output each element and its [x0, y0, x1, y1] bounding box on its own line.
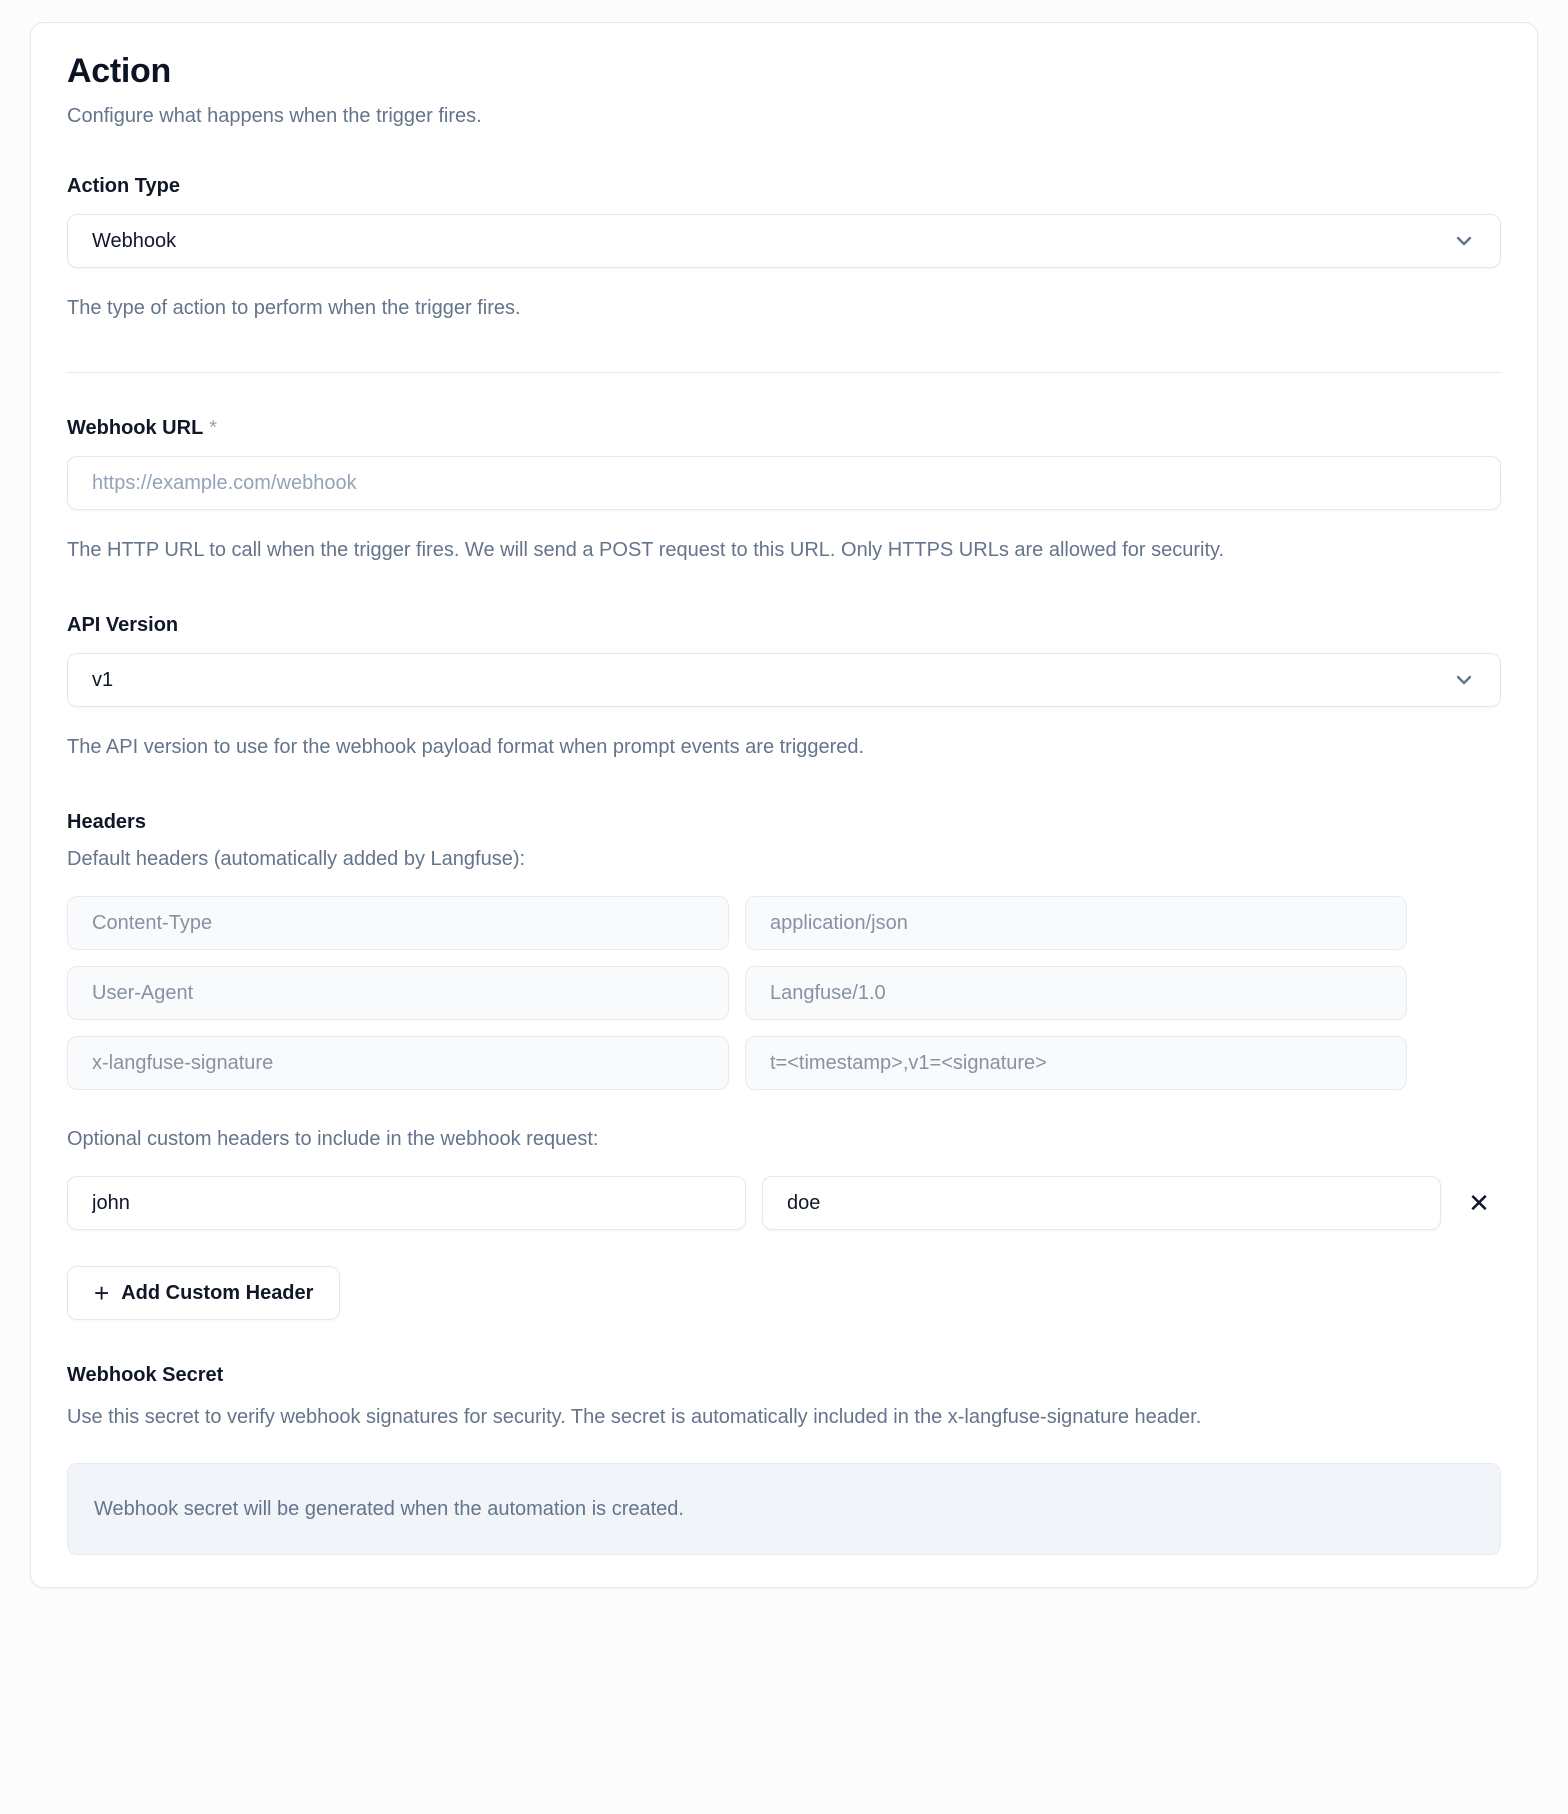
section-divider	[67, 372, 1501, 373]
default-header-value	[745, 1036, 1407, 1090]
api-version-field	[67, 614, 1501, 767]
api-version-select[interactable]	[67, 653, 1501, 707]
custom-header-row	[67, 1176, 1501, 1230]
default-header-key	[67, 1036, 729, 1090]
webhook-url-label: Webhook URL *	[67, 417, 218, 439]
required-asterisk: *	[209, 417, 218, 439]
add-custom-header-label: Add Custom Header	[121, 1281, 314, 1304]
api-version-label: API Version	[67, 614, 179, 636]
custom-header-value-input[interactable]	[762, 1176, 1441, 1230]
page-title: Action	[67, 52, 171, 90]
webhook-url-help: The HTTP URL to call when the trigger fires. We will send a POST request to this URL. Only HTTPS URLs are allowed for security.	[67, 539, 1225, 561]
headers-label: Headers	[67, 811, 146, 833]
action-type-label: Action Type	[67, 175, 180, 197]
api-version-value: v1	[92, 668, 114, 691]
webhook-secret-label: Webhook Secret	[67, 1364, 224, 1386]
action-type-value: Webhook	[92, 229, 177, 252]
webhook-url-input[interactable]	[67, 456, 1501, 510]
default-headers-intro: Default headers (automatically added by Langfuse):	[67, 848, 526, 870]
plus-icon: +	[94, 1278, 110, 1308]
webhook-secret-field	[67, 1364, 1501, 1555]
default-header-value	[745, 966, 1407, 1020]
action-type-field	[67, 175, 1501, 328]
default-header-key	[67, 966, 729, 1020]
chevron-down-icon	[1452, 668, 1476, 692]
default-header-value	[745, 896, 1407, 950]
default-headers-list	[67, 896, 1501, 1090]
action-card	[30, 22, 1538, 1588]
headers-field	[67, 811, 1501, 1320]
custom-headers-intro: Optional custom headers to include in the webhook request:	[67, 1128, 599, 1150]
close-icon: ✕	[1468, 1188, 1490, 1218]
remove-header-button[interactable]	[1457, 1181, 1501, 1225]
add-custom-header-button[interactable]	[67, 1266, 340, 1320]
action-type-select[interactable]	[67, 214, 1501, 268]
webhook-secret-description: Use this secret to verify webhook signatures for security. The secret is automatically included in the x-langfuse-signature header.	[67, 1406, 1202, 1428]
page-subtitle: Configure what happens when the trigger fires.	[67, 105, 482, 127]
api-version-help: The API version to use for the webhook payload format when prompt events are triggered.	[67, 736, 865, 758]
webhook-url-field	[67, 417, 1501, 570]
custom-header-key-input[interactable]	[67, 1176, 746, 1230]
default-header-key	[67, 896, 729, 950]
webhook-secret-note: Webhook secret will be generated when the automation is created.	[67, 1463, 1501, 1555]
chevron-down-icon	[1452, 229, 1476, 253]
action-type-help: The type of action to perform when the trigger fires.	[67, 297, 521, 319]
